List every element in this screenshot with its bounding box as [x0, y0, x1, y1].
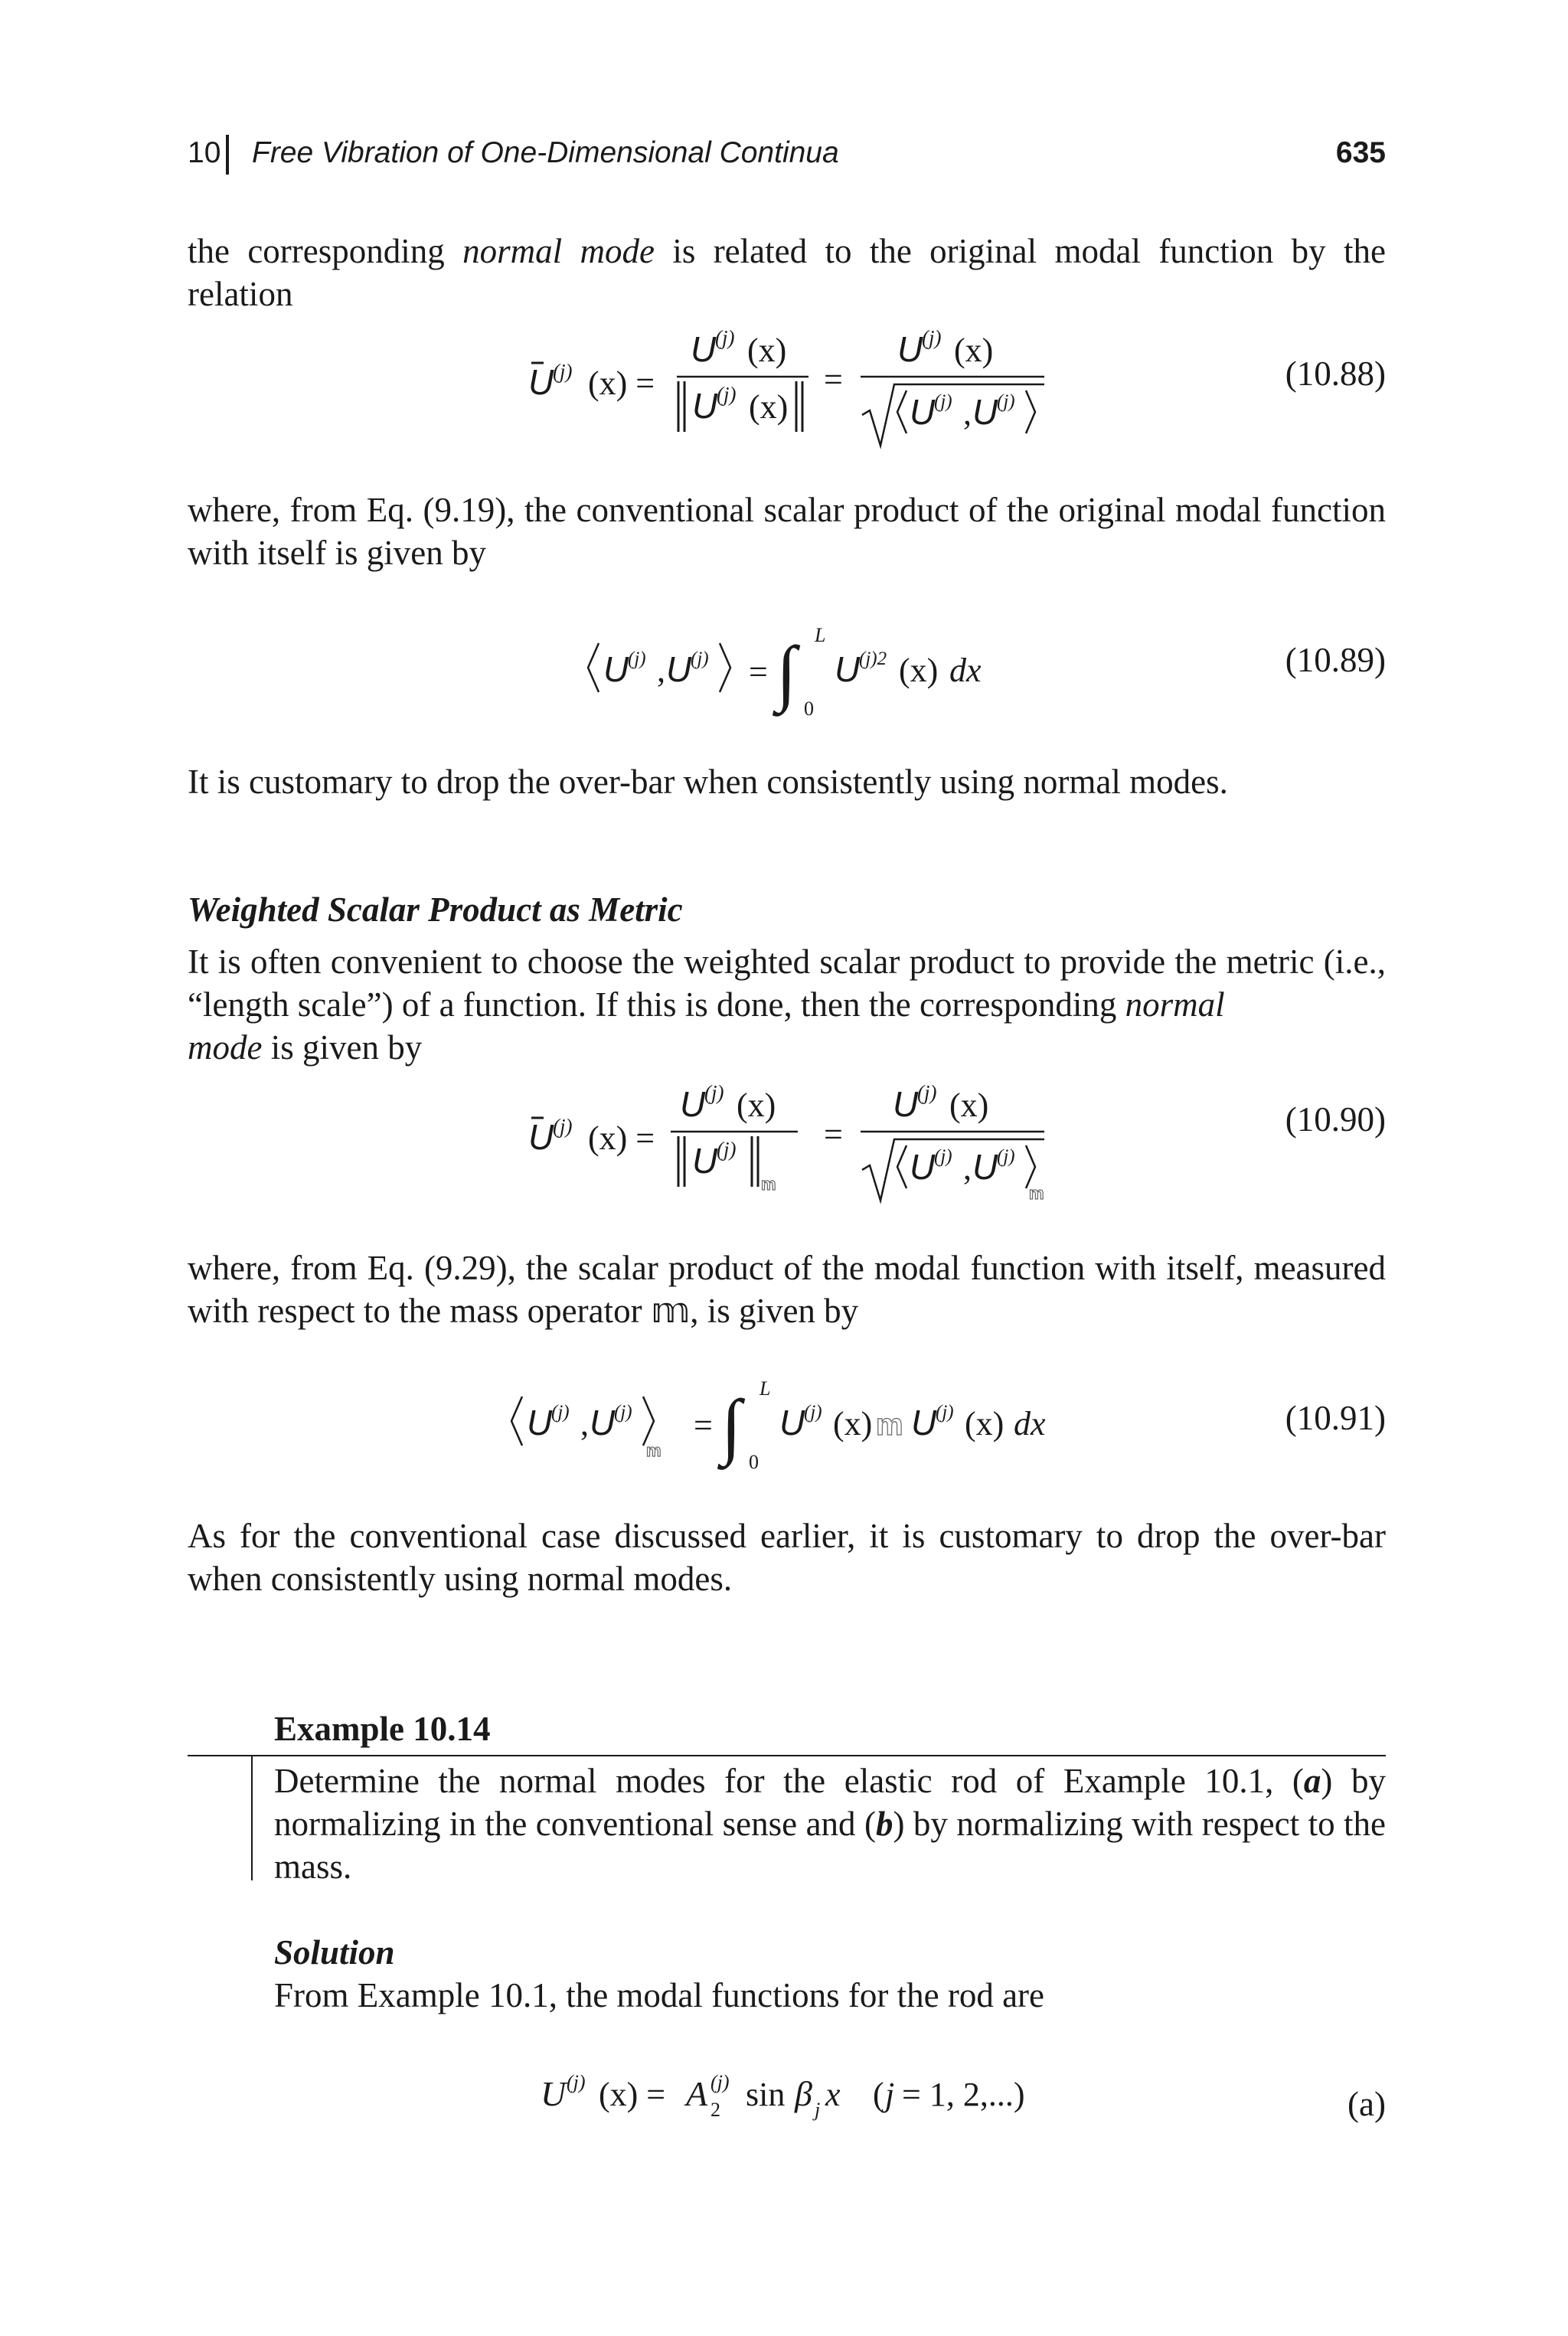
svg-text:(x): (x) — [833, 1405, 873, 1442]
svg-text:(j): (j) — [715, 326, 735, 349]
svg-text:(j): (j) — [922, 326, 942, 349]
svg-text:U: U — [527, 1403, 553, 1442]
svg-text:U: U — [691, 329, 717, 369]
svg-text:U: U — [911, 1403, 937, 1442]
svg-text:(: ( — [873, 2076, 884, 2113]
svg-text:(x): (x) — [749, 388, 789, 426]
svg-text:0: 0 — [804, 698, 814, 720]
svg-text:= 1, 2,...): = 1, 2,...) — [902, 2076, 1025, 2113]
svg-text:U: U — [528, 1117, 554, 1157]
svg-text:U: U — [680, 1084, 706, 1124]
svg-text:U: U — [910, 1147, 936, 1187]
svg-text:(j): (j) — [997, 1146, 1015, 1167]
equation-number-10-91: (10.91) — [1285, 1399, 1386, 1437]
svg-text:(j): (j) — [567, 2071, 586, 2093]
svg-text:U: U — [603, 649, 629, 689]
svg-text:dx: dx — [949, 652, 982, 689]
equation-10-88 — [521, 314, 1072, 459]
paragraph-conventional-scalar-product: where, from Eq. (9.19), the conventional scalar product of the original modal function with itself is given by — [188, 491, 1386, 572]
svg-text:U: U — [897, 329, 923, 369]
svg-text:=: = — [749, 653, 768, 691]
example-statement: Determine the normal modes for the elastic rod of Example 10.1, (a) by normalizing in the conventional sense and (b) by normalizing with respect to the mass. — [274, 1762, 1387, 1886]
svg-text:,: , — [963, 1149, 972, 1187]
svg-text:(j): (j) — [710, 2071, 730, 2093]
svg-text:(j): (j) — [551, 1402, 570, 1423]
equation-number-a: (a) — [1348, 2085, 1386, 2123]
svg-text:U: U — [666, 649, 692, 689]
svg-text:U: U — [910, 392, 936, 432]
svg-text:U: U — [590, 1403, 616, 1442]
svg-text:,: , — [657, 652, 665, 689]
svg-text:U: U — [692, 386, 718, 426]
svg-text:U: U — [779, 1403, 805, 1442]
svg-text:U: U — [972, 392, 998, 432]
equation-10-89 — [582, 620, 1011, 727]
equation-number-10-88: (10.88) — [1285, 354, 1386, 393]
svg-text:=: = — [824, 1116, 843, 1153]
page-number: 635 — [1335, 136, 1386, 169]
svg-text:m: m — [646, 1441, 662, 1460]
paragraph-conventional-case: As for the conventional case discussed earlier, it is customary to drop the over-bar when consistently using normal modes. — [188, 1517, 1386, 1598]
svg-text:(x): (x) — [954, 332, 994, 369]
equation-10-91-formula — [505, 1371, 1087, 1485]
svg-text:(j): (j) — [704, 1081, 724, 1104]
svg-text:U: U — [972, 1147, 998, 1187]
equation-10-88-formula — [521, 314, 1072, 459]
example-side-bar — [251, 1756, 253, 1880]
svg-text:(x) =: (x) = — [588, 364, 655, 402]
svg-text:(j): (j) — [936, 1402, 954, 1423]
svg-text:(x): (x) — [737, 1086, 776, 1124]
equation-number-10-89: (10.89) — [1285, 641, 1386, 679]
svg-text:A: A — [686, 2074, 708, 2113]
svg-text:β: β — [795, 2074, 812, 2113]
svg-text:(j): (j) — [628, 649, 646, 669]
svg-text:(j): (j) — [917, 1081, 937, 1104]
svg-text:(j): (j) — [997, 391, 1015, 412]
example-title: Example 10.14 — [274, 1710, 491, 1748]
svg-text:U: U — [541, 2074, 567, 2113]
svg-text:=: = — [694, 1407, 713, 1444]
solution-heading: Solution — [274, 1933, 395, 1972]
example-rule — [188, 1755, 1386, 1756]
section-heading: Weighted Scalar Product as Metric — [188, 890, 683, 929]
svg-text:(x) =: (x) = — [588, 1119, 655, 1157]
svg-text:j: j — [815, 2099, 821, 2121]
svg-text:2: 2 — [710, 2099, 720, 2121]
svg-text:(j): (j) — [553, 360, 573, 383]
svg-text:∫: ∫ — [721, 1384, 742, 1466]
svg-text:L: L — [760, 1377, 771, 1400]
paragraph-normal-mode-intro: the corresponding normal mode is related to the original modal function by the relation — [188, 232, 1386, 313]
equation-10-90 — [521, 1069, 1072, 1222]
svg-text:(j): (j) — [691, 649, 709, 669]
svg-text:(x): (x) — [747, 332, 787, 369]
svg-text:dx: dx — [1014, 1405, 1046, 1442]
paragraph-mass-operator: where, from Eq. (9.29), the scalar product of the modal function with itself, measured with respect to the mass operator 𝕞, is given by — [188, 1249, 1386, 1330]
svg-text:=: = — [824, 361, 843, 398]
svg-text:(x): (x) — [899, 652, 939, 689]
svg-text:(j): (j) — [553, 1115, 573, 1138]
svg-text:(x): (x) — [965, 1405, 1004, 1442]
paragraph-weighted-metric: It is often convenient to choose the weighted scalar product to provide the metric (i.e., “length scale”) of a function. If this is done, then the corresponding normal mode is given by — [188, 943, 1386, 1067]
equation-10-89-formula — [582, 620, 1011, 727]
running-header — [188, 135, 1386, 175]
svg-text:(j): (j) — [717, 1138, 737, 1161]
chapter-title: Free Vibration of One-Dimensional Continua — [252, 136, 839, 169]
svg-text:m: m — [876, 1408, 903, 1442]
svg-text:m: m — [761, 1175, 776, 1194]
equation-number-10-90: (10.90) — [1285, 1100, 1386, 1139]
svg-text:U: U — [835, 649, 861, 689]
term-normal-mode: normal mode — [462, 232, 655, 270]
svg-text:m: m — [1029, 1184, 1044, 1203]
paragraph-drop-overbar: It is customary to drop the over-bar when consistently using normal modes. — [188, 763, 1228, 801]
equation-a-formula — [528, 2052, 1064, 2136]
svg-text:U: U — [893, 1084, 919, 1124]
svg-text:(x): (x) — [949, 1086, 989, 1124]
svg-text:(j): (j) — [717, 383, 737, 406]
svg-text:(x) =: (x) = — [599, 2076, 666, 2113]
equation-10-90-formula — [521, 1069, 1072, 1222]
chapter-number: 10 — [188, 136, 221, 169]
svg-text:(j): (j) — [804, 1402, 822, 1423]
svg-text:,: , — [963, 394, 972, 432]
svg-text:U: U — [692, 1141, 718, 1181]
svg-text:L: L — [815, 624, 826, 646]
svg-text:U: U — [528, 362, 554, 402]
svg-text:j: j — [885, 2076, 895, 2113]
equation-a — [528, 2052, 1064, 2136]
svg-text:,: , — [580, 1405, 589, 1442]
svg-text:sin: sin — [746, 2076, 786, 2113]
svg-text:(j): (j) — [934, 1146, 952, 1167]
svg-text:0: 0 — [749, 1451, 759, 1473]
svg-text:∫: ∫ — [776, 631, 797, 713]
chapter-divider — [226, 135, 229, 175]
svg-text:(j): (j) — [614, 1402, 632, 1423]
svg-text:x: x — [825, 2076, 841, 2113]
svg-text:(j)2: (j)2 — [859, 649, 887, 669]
equation-10-91 — [505, 1371, 1087, 1485]
solution-text: From Example 10.1, the modal functions for the rod are — [274, 1976, 1044, 2014]
svg-text:(j): (j) — [934, 391, 952, 412]
